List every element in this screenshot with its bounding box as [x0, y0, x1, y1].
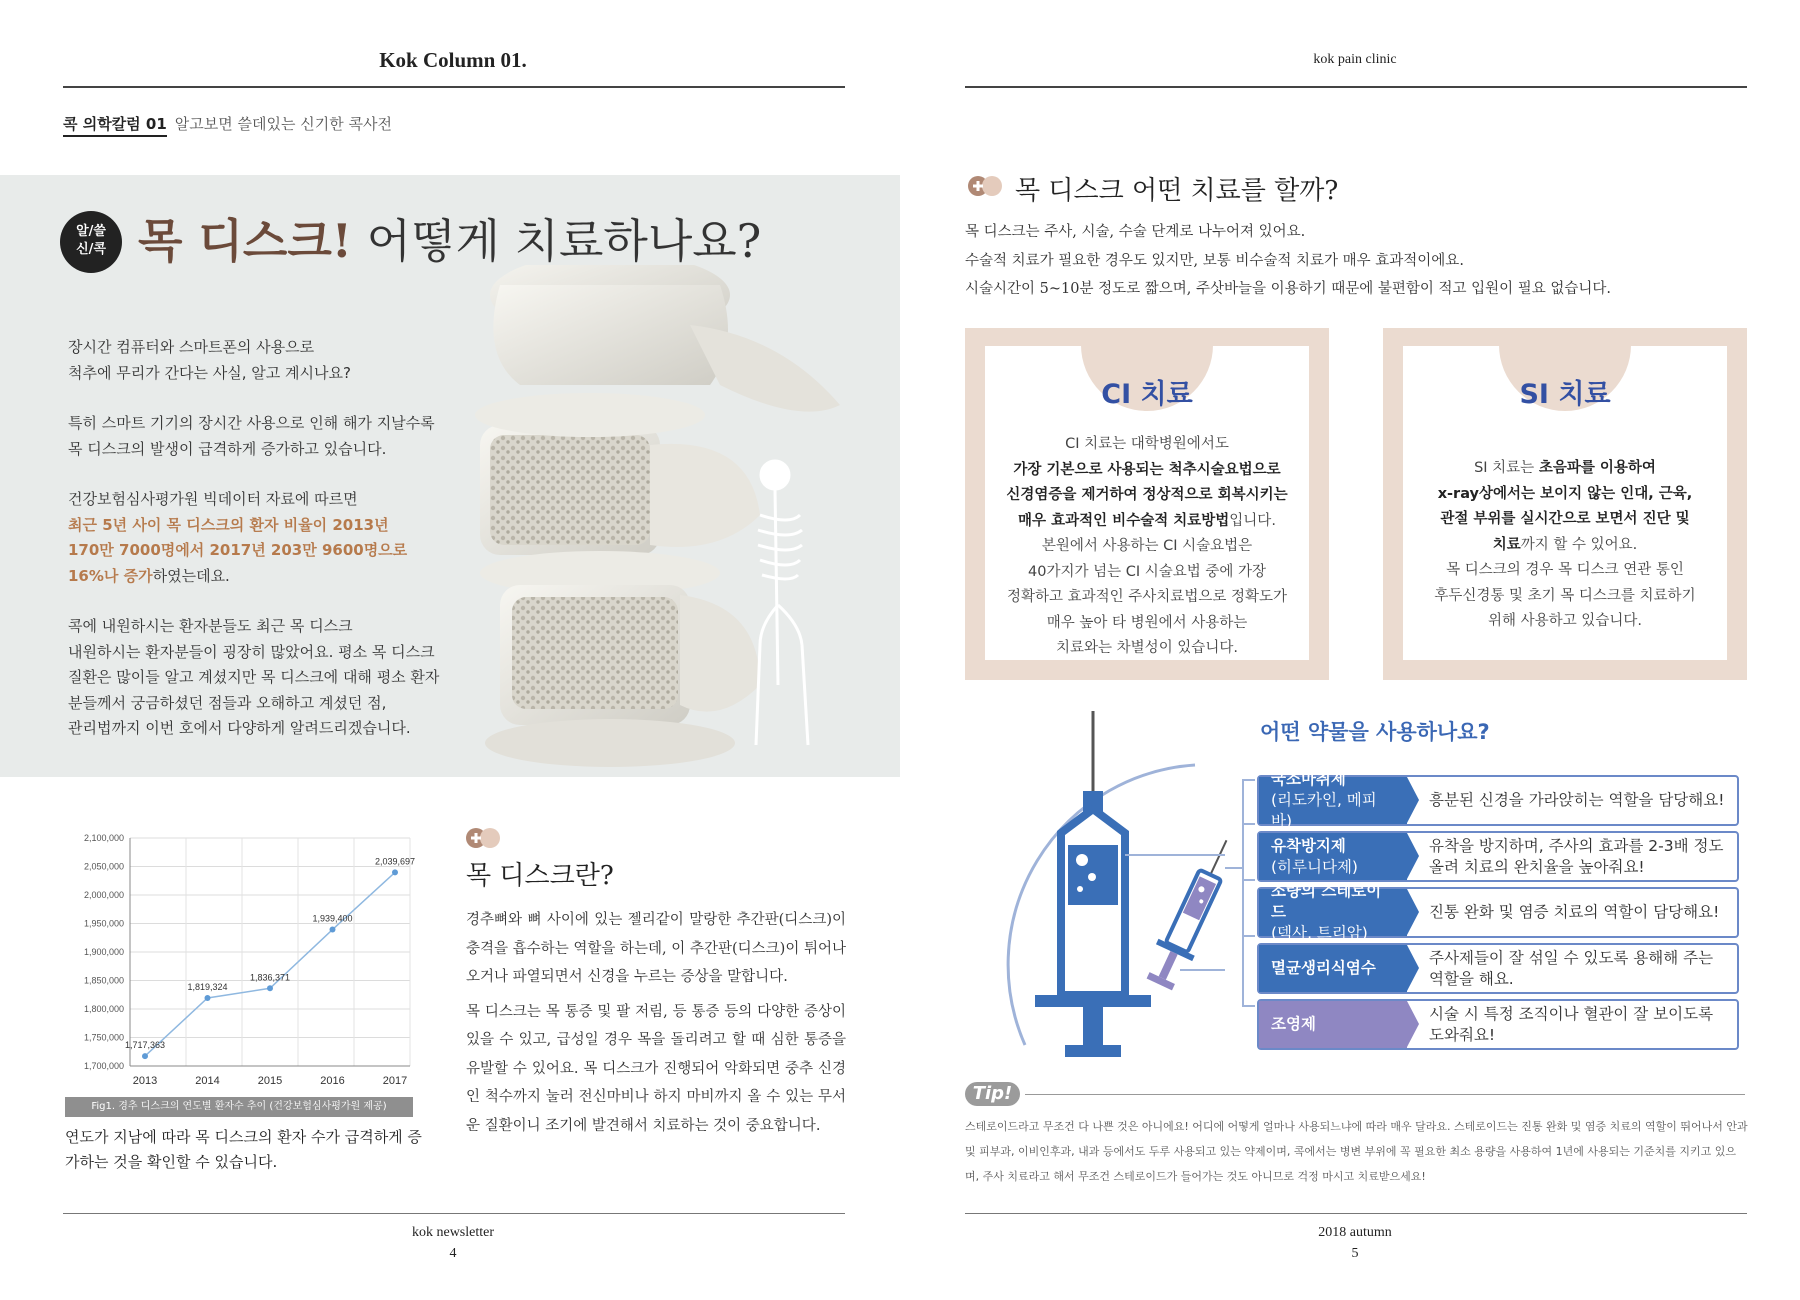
data-point: [142, 1053, 148, 1059]
intro-line: 관리법까지 이번 호에서 다양하게 알려드리겠습니다.: [68, 719, 411, 737]
y-tick-label: 2,050,000: [83, 861, 124, 872]
drug-description: 시술 시 특정 조직이나 혈관이 잘 보이도록 도와줘요!: [1429, 1004, 1714, 1044]
x-tick-label: 2015: [257, 1075, 283, 1087]
card-bold-line: 매우 효과적인 비수술적 치료방법: [1018, 512, 1230, 529]
drug-name-main: 멸균생리식염수: [1271, 959, 1376, 977]
treatment-section-title: 목 디스크 어떤 치료를 할까?: [1015, 176, 1339, 206]
series-line: [145, 872, 395, 1056]
tip-rule: [1025, 1094, 1745, 1095]
card-line: 매우 높아 타 병원에서 사용하는: [1046, 614, 1248, 631]
process-2: [650, 444, 760, 547]
intro-paragraph-3: [68, 487, 458, 589]
drug-name: [1259, 1001, 1407, 1048]
intro-line: 목 디스크는 주사, 시술, 수술 단계로 나누어져 있어요.: [965, 224, 1306, 240]
chart-description: 연도가 지남에 따라 목 디스크의 환자 수가 급격하게 증가하는 것을 확인할 수 있습니다.: [65, 1128, 422, 1171]
disc-3: [485, 719, 735, 767]
intro-line: 분들께서 궁금하셨던 점들과 오해하고 계셨던 점,: [68, 693, 387, 712]
drug-row: [1257, 943, 1739, 994]
card-bold-line: 관절 부위를 실시간으로 보면서 진단 및: [1440, 511, 1690, 527]
page-number-left: 4: [449, 1246, 457, 1261]
intro-line: 수술적 치료가 필요한 경우도 있지만, 보통 비수술적 치료가 매우 효과적이에요.: [965, 252, 1464, 269]
vertebra-section-2: [490, 435, 650, 545]
intro-paragraph-2: [68, 411, 458, 462]
hero-title: [138, 205, 761, 271]
drug-row: [1257, 770, 1739, 830]
vertebra-section-3: [512, 597, 678, 709]
spine-illustration: [460, 265, 900, 777]
plus-icon: [968, 176, 1002, 196]
intro-line: 내원하시는 환자분들이 굉장히 많았어요. 평소 목 디스크: [68, 642, 435, 661]
data-label: 1,836,371: [249, 972, 291, 983]
data-label: 1,939,400: [312, 913, 353, 924]
drug-name: [1259, 833, 1407, 880]
plus-icon: [466, 828, 500, 848]
x-tick-label: 2017: [382, 1075, 408, 1087]
what-paragraph-1: 경추뼈와 뼈 사이에 있는 젤리같이 말랑한 추간판(디스크)이 충격을 흡수하는 역할을 하는데, 이 추간판(디스크)이 튀어나오거나 파열되면서 신경을 누르는 증상을 말합니다.: [466, 912, 846, 985]
y-tick-label: 1,950,000: [83, 918, 124, 929]
drug-name-sub: (덱사, 트리암): [1271, 924, 1368, 942]
running-head-left: Kok Column 01.: [379, 48, 527, 72]
card-line: 목 디스크의 경우 목 디스크 연관 통인: [1446, 562, 1684, 578]
drug-name-sub: (리도카인, 메피바): [1271, 791, 1377, 830]
card-line: 본원에서 사용하는 CI 시술요법은: [1041, 538, 1253, 554]
foot-rule-right: [965, 1213, 1747, 1214]
data-label: 1,717,363: [124, 1040, 166, 1051]
drug-name-sub: (히루니다제): [1271, 857, 1358, 876]
plunger-large: [1083, 1007, 1103, 1047]
drug-name-main: 소량의 스테로이드: [1271, 882, 1382, 921]
data-point: [392, 869, 398, 875]
process-1: [690, 325, 840, 412]
card-line: 정확하고 효과적인 주사치료법으로 정확도가: [1007, 589, 1287, 605]
data-label: 1,819,324: [187, 981, 228, 992]
patient-trend-chart: [60, 828, 420, 1118]
running-head-right: kok pain clinic: [1313, 52, 1397, 67]
skeleton-figure: [756, 461, 808, 745]
si-card-body: [1413, 456, 1717, 635]
hero-panel: [0, 175, 905, 777]
intro-line: 척추에 무리가 간다는 사실, 알고 계시나요?: [68, 363, 351, 382]
column-label: 콕 의학칼럼 01: [63, 115, 167, 137]
drug-description: 흥분된 신경을 가라앉히는 역할을 담당해요!: [1429, 791, 1725, 809]
drug-name-main: 유착방지제: [1271, 836, 1346, 855]
ci-card-title: CI 치료: [1101, 379, 1193, 410]
hero-title-accent: 목 디스크!: [138, 214, 352, 268]
y-tick-label: 1,900,000: [83, 947, 124, 957]
intro-highlight: 16%나 증가: [68, 566, 153, 585]
card-line: 후두신경통 및 초기 목 디스크를 치료하기: [1434, 587, 1696, 604]
drug-name: [1259, 770, 1407, 830]
card-line: 입니다.: [1229, 512, 1276, 529]
y-tick-label: 1,800,000: [83, 1004, 124, 1014]
intro-line: 장시간 컴퓨터와 스마트폰의 사용으로: [68, 338, 315, 356]
footer-title-right: 2018 autumn: [1318, 1225, 1392, 1240]
drug-description: 주사제들이 잘 섞일 수 있도록 용해해 주는 역할을 해요.: [1429, 948, 1714, 988]
drug-row: [1257, 999, 1739, 1050]
data-label: 2,039,697: [374, 856, 416, 867]
card-bold-line: 가장 기본으로 사용되는 척추시술요법으로: [1013, 461, 1281, 478]
si-card-title: SI 치료: [1519, 379, 1611, 410]
disc-1: [475, 393, 705, 437]
card-bold-line: 치료: [1492, 536, 1521, 553]
drug-description: 진통 완화 및 염증 치료의 역할이 담당해요!: [1429, 903, 1720, 921]
what-is-disc-body: [466, 906, 846, 1146]
drug-description: 유착을 방지하며, 주사의 효과를 2-3배 정도 올려 치료의 완치율을 높아줘요!: [1429, 836, 1724, 876]
drug-row: [1257, 882, 1739, 942]
footer-title-left: kok newsletter: [411, 1225, 495, 1240]
card-line: SI 치료는: [1474, 460, 1539, 476]
tip-text: 스테로이드라고 무조건 다 나쁜 것은 아니에요! 어디에 어떻게 얼마나 사용되느냐에 따라 매우 달라요. 스테로이드는 진통 완화 및 염증 치료의 역할이 뛰어나서 안과 및 피부과, 이비인후과, 내과 등에서도 두루 사용되고 있는 약제이며, 콕에서는 병변 부위에 꼭 필요한 최소 용량을 사용하여 1년에 사용되는 기준치를 지키고 있으며, 주사 치료라고 해서 무조건 스테로이드가 들어가는 것도 아니므로 걱정 마시고 치료받으세요!: [965, 1120, 1748, 1183]
column-tagline: 알고보면 쓸데있는 신기한 콕사전: [174, 115, 392, 133]
syringe-illustration: [965, 705, 1265, 1065]
head-rule-left: [63, 86, 845, 88]
column-strip: [63, 113, 392, 134]
x-tick-label: 2013: [132, 1075, 158, 1087]
bubble: [1077, 886, 1083, 892]
drug-name-main: 조영제: [1271, 1015, 1316, 1033]
vertebra-body-1: [493, 285, 728, 385]
y-tick-label: 2,100,000: [83, 833, 124, 843]
card-line: 위해 사용하고 있습니다.: [1488, 613, 1642, 629]
y-tick-label: 1,700,000: [83, 1061, 124, 1071]
card-line: CI 치료는 대학병원에서도: [1065, 436, 1229, 452]
card-line: 치료와는 차별성이 있습니다.: [1056, 640, 1238, 656]
foot-rule-left: [63, 1213, 845, 1214]
flange-large: [1035, 995, 1151, 1007]
drug-name: [1259, 882, 1407, 942]
bubble: [1088, 873, 1096, 881]
card-line: 까지 할 수 있어요.: [1520, 536, 1638, 553]
drug-name-main: 국소마취제: [1271, 770, 1346, 788]
intro-line: 목 디스크의 발생이 급격하게 증가하고 있습니다.: [68, 439, 387, 458]
y-tick-label: 1,850,000: [83, 975, 124, 986]
badge-line-2: 신/콕: [76, 242, 106, 257]
intro-line: 건강보험심사평가원 빅데이터 자료에 따르면: [68, 490, 358, 508]
hero-intro: [68, 335, 458, 767]
alsseul-badge: [60, 211, 122, 273]
badge-line-1: 알/쓸: [76, 224, 106, 239]
intro-paragraph-4: [68, 614, 458, 742]
y-tick-label: 1,750,000: [83, 1032, 124, 1043]
tip-badge: Tip!: [965, 1082, 1020, 1106]
what-is-disc-title: 목 디스크란?: [466, 861, 614, 891]
card-bold-line: 초음파를 이용하여: [1538, 460, 1656, 476]
treatment-intro: [965, 218, 1745, 304]
card-bold-line: 신경염증을 제거하여 정상적으로 회복시키는: [1006, 487, 1288, 503]
intro-highlight: 최근 5년 사이 목 디스크의 환자 비율이 2013년: [68, 515, 389, 534]
hero-title-rest: 어떻게 치료하나요?: [351, 214, 762, 268]
drug-name: [1259, 945, 1407, 992]
process-3: [680, 595, 760, 712]
bubble: [1076, 854, 1088, 866]
intro-line: 특히 스마트 기기의 장시간 사용으로 인해 해가 지날수록: [68, 414, 435, 432]
data-point: [205, 995, 211, 1001]
card-bold-line: x-ray상에서는 보이지 않는 인대, 근육,: [1437, 485, 1693, 502]
what-paragraph-2: 목 디스크는 목 통증 및 팔 저림, 등 통증 등의 다양한 증상이 있을 수 있고, 급성일 경우 목을 돌리려고 할 때 심한 통증을 유발할 수 있어요. 목 디스크가 진행되어 악화되면 중추 신경인 척수까지 눌러 전신마비나 하지 마비까지 올 수 있는 무서운 질환이니 조기에 발견해서 치료하는 것이 중요합니다.: [466, 1003, 846, 1134]
data-point: [267, 985, 273, 991]
si-card-inner: [1403, 346, 1727, 660]
drug-section-title: 어떤 약물을 사용하나요?: [1260, 720, 1490, 744]
plunger-cap-large: [1065, 1045, 1121, 1057]
page-number-right: 5: [1351, 1246, 1359, 1261]
x-tick-label: 2014: [195, 1075, 220, 1087]
intro-line: 콕에 내원하시는 환자분들도 최근 목 디스크: [68, 617, 353, 635]
intro-highlight: 170만 7000명에서 2017년 203만 9600명으로: [68, 541, 408, 559]
intro-line: 시술시간이 5~10분 정도로 짧으며, 주삿바늘을 이용하기 때문에 불편함이 적고 입원이 필요 없습니다.: [965, 281, 1612, 297]
chart-caption: Fig1. 경추 디스크의 연도별 환자수 추이 (건강보험심사평가원 제공): [65, 1097, 413, 1117]
data-point: [330, 927, 336, 933]
intro-line: 하였는데요.: [152, 566, 230, 585]
right-page: [900, 0, 1800, 1300]
ci-treatment-card: [965, 328, 1329, 680]
intro-line: 질환은 많이들 알고 계셨지만 목 디스크에 대해 평소 환자: [68, 668, 440, 686]
ci-card-inner: [985, 346, 1309, 660]
ci-card-body: [995, 432, 1299, 662]
head-rule-right: [965, 86, 1747, 88]
intro-paragraph-1: [68, 335, 458, 386]
y-tick-label: 2,000,000: [83, 890, 124, 900]
card-line: 40가지가 넘는 CI 시술요법 중에 가장: [1028, 563, 1266, 580]
x-tick-label: 2016: [320, 1075, 345, 1087]
si-treatment-card: [1383, 328, 1747, 680]
drug-row: [1257, 831, 1739, 882]
